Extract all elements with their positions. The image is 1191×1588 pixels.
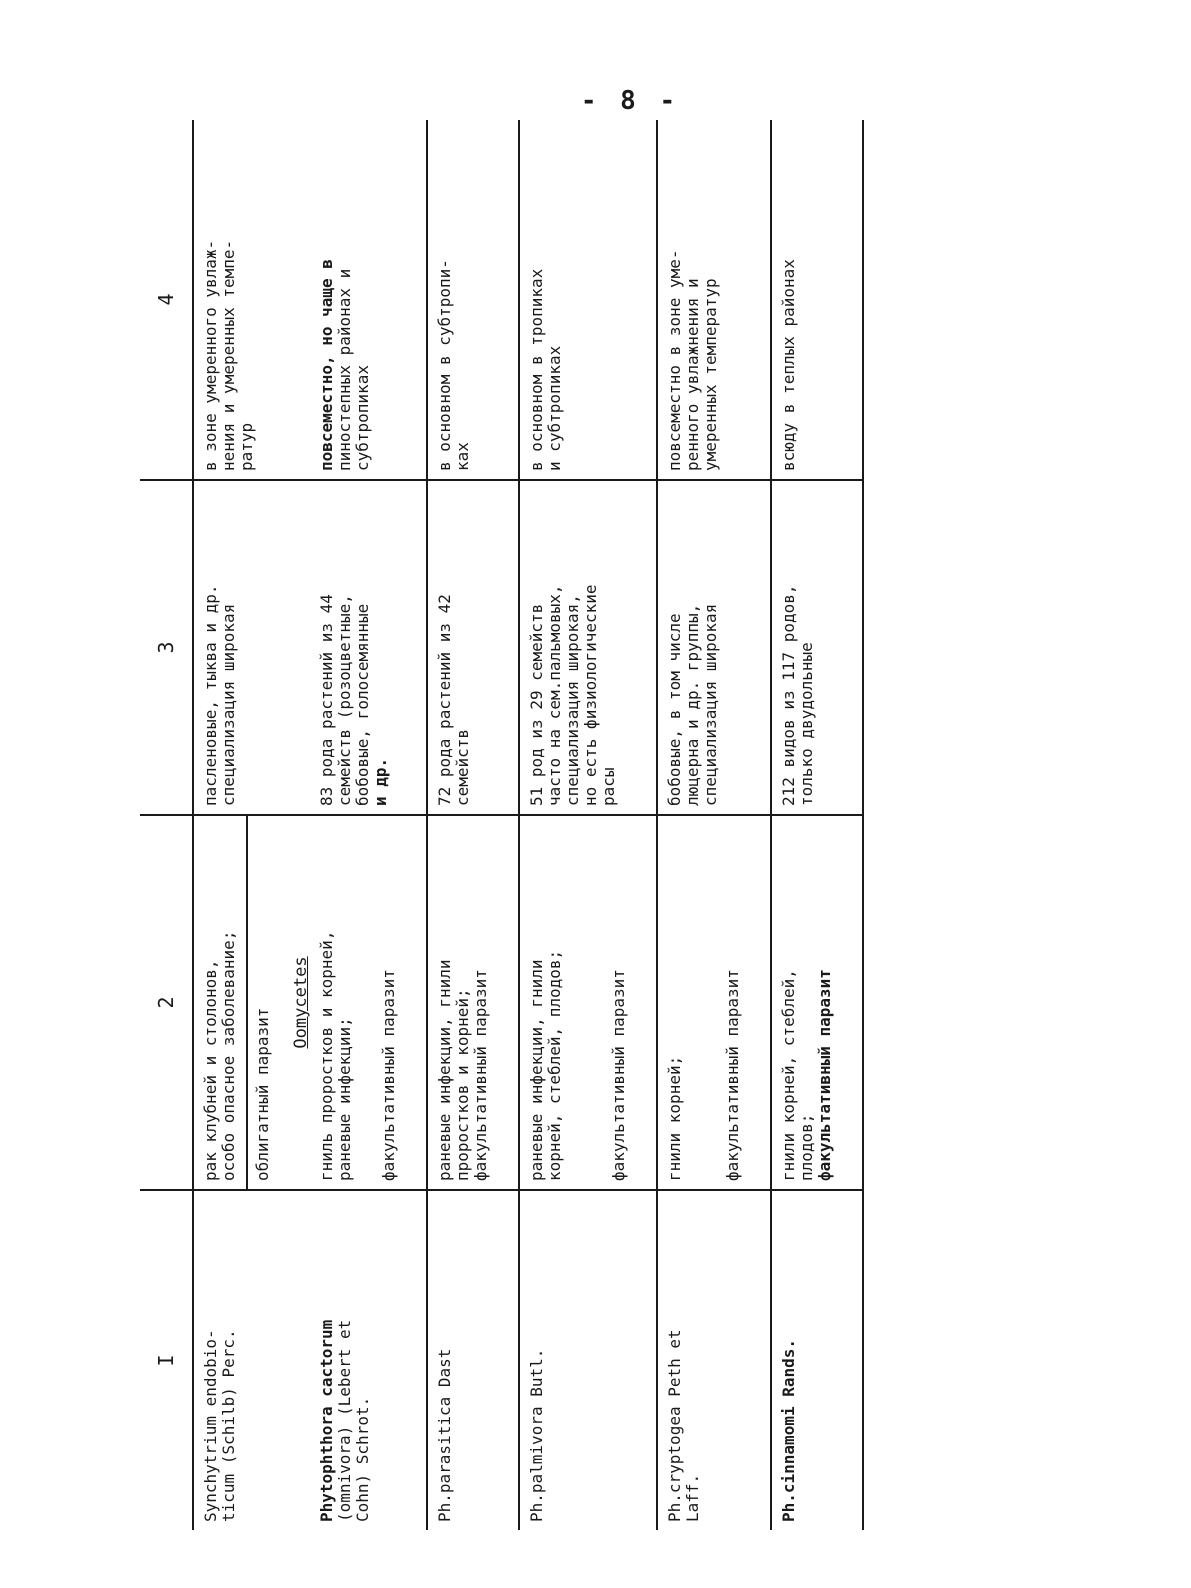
species-cell: Synchytrium endobio- ticum (Schilb) Perc. (201, 1329, 238, 1522)
rotated-table-container (140, 70, 990, 1530)
host-cell: 51 род из 29 семейств часто на сем.пальмовых, специализация широкая, но есть физиологические расы (519, 480, 628, 815)
host-cell: 212 видов из 117 родов, только двудольные (771, 480, 834, 815)
distribution-cell: в зоне умеренного увлаж- нения и умеренных темпе- ратур (193, 120, 272, 480)
header-col-4: 4 (140, 120, 193, 480)
parasite-type: облигатный паразит (253, 1007, 272, 1181)
header-col-2: 2 (140, 815, 193, 1190)
header-col-3: 3 (140, 480, 193, 815)
table-row (657, 120, 742, 1530)
row-separator (490, 120, 519, 1530)
disease-cell: раневые инфекции, гнили проростков и корней; факультативный паразит (427, 815, 490, 1190)
parasite-type: факультативный паразит (471, 969, 490, 1181)
disease-cell: гнили корней, стеблей, плодов; факультативный паразит (771, 815, 834, 1190)
host-cell: пасленовые, тыква и др. специализация широкая (193, 480, 272, 815)
table-row (771, 120, 834, 1530)
row-separator (628, 120, 657, 1530)
pathogen-table (140, 120, 864, 1530)
distribution-cell: в основном в субтропи- ках (427, 120, 490, 480)
parasite-type: факультативный паразит (609, 969, 628, 1181)
table-row (427, 120, 490, 1530)
header-row (140, 120, 193, 1530)
host-cell: бобовые, в том числе люцерна и др. группы, специализация широкая (657, 480, 742, 815)
species-cell: Phytophthora cactorum (omnivora) (Lebert et Cohn) Schrot. (317, 1319, 372, 1522)
parasite-type: факультативный паразит (379, 969, 398, 1181)
disease-cell: рак клубней и столонов, особо опасное заболевание; облигатный паразит (193, 815, 272, 1190)
parasite-type: факультативный паразит (723, 969, 742, 1181)
disease-cell: гниль проростков и корней, раневые инфекции; факультативный паразит (310, 815, 398, 1190)
section-oomycetes: Oomycetes (272, 815, 310, 1190)
species-cell: Ph.cryptogea Peth et Laff. (665, 1329, 702, 1522)
row-separator (742, 120, 771, 1530)
host-cell: 72 рода растений из 42 семейств (427, 480, 490, 815)
table-row (519, 120, 628, 1530)
page-number: - 8 - (580, 86, 680, 116)
species-cell: Ph.palmivora Butl. (527, 1348, 546, 1522)
distribution-cell: в основном в тропиках и субтропиках (519, 120, 628, 480)
distribution-cell: повсеместно, но чаще в пиностепных районах и субтропиках (310, 120, 398, 480)
parasite-type: факультативный паразит (815, 969, 834, 1181)
section-row (272, 120, 310, 1530)
disease-cell: гнили корней; факультативный паразит (657, 815, 742, 1190)
disease-cell: раневые инфекции, гнили корней, стеблей, плодов; факультативный паразит (519, 815, 628, 1190)
species-cell: Ph.parasitica Dast (435, 1348, 454, 1522)
table-row (193, 120, 272, 1530)
row-separator (398, 120, 427, 1530)
row-separator (834, 120, 863, 1530)
host-cell: 83 рода растений из 44 семейств (розоцветные, бобовые, голосемянные и др. (310, 480, 398, 815)
distribution-cell: всюду в теплых районах (771, 120, 834, 480)
table-row (310, 120, 398, 1530)
species-cell: Ph.cinnamomi Rands. (779, 1338, 798, 1522)
header-col-1: I (140, 1190, 193, 1530)
distribution-cell: повсеместно в зоне уме- ренного увлажнения и умеренных температур (657, 120, 742, 480)
